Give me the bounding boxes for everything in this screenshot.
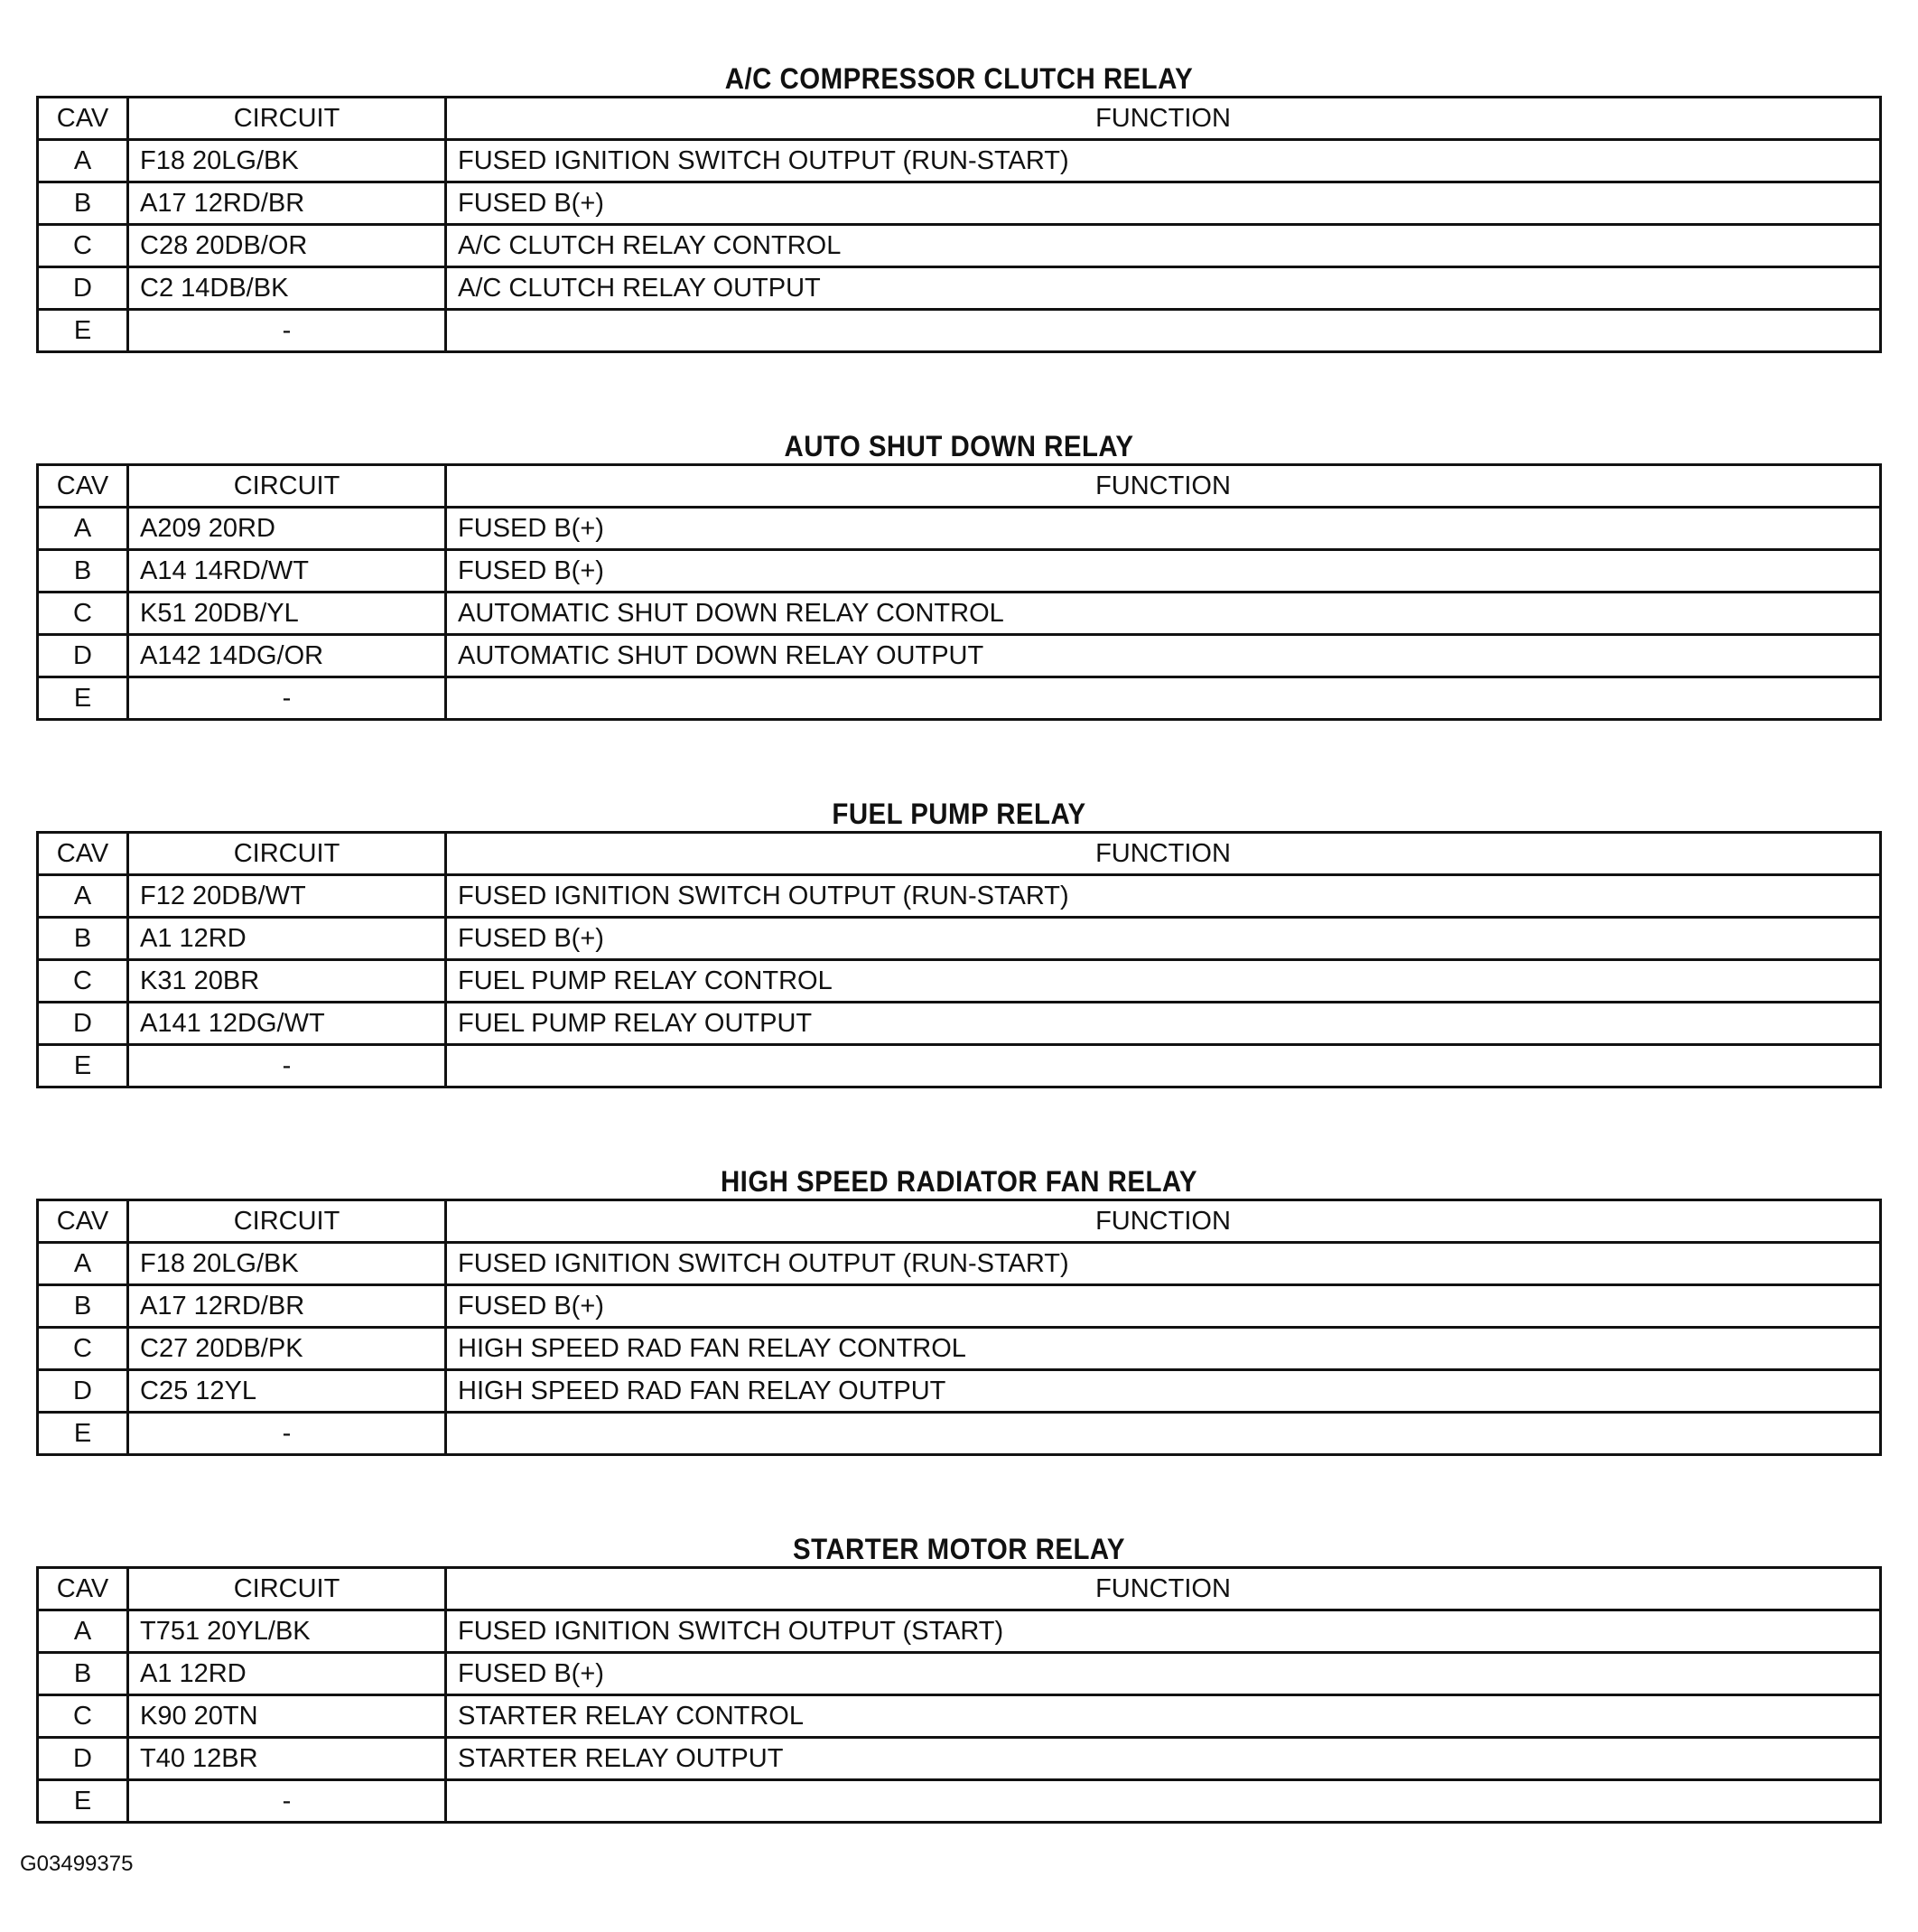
cav-cell: B: [38, 182, 128, 225]
function-column-header: FUNCTION: [446, 98, 1881, 140]
function-cell: FUSED IGNITION SWITCH OUTPUT (START): [446, 1610, 1881, 1653]
function-cell: FUSED IGNITION SWITCH OUTPUT (RUN-START): [446, 1243, 1881, 1285]
table-title: A/C COMPRESSOR CLUTCH RELAY: [724, 62, 1194, 95]
cav-cell: D: [38, 1738, 128, 1780]
function-cell: [446, 1413, 1881, 1455]
circuit-cell: T40 12BR: [128, 1738, 446, 1780]
circuit-cell: -: [128, 1780, 446, 1823]
circuit-cell: -: [128, 1045, 446, 1087]
table-row: [38, 508, 1881, 550]
circuit-cell: T751 20YL/BK: [128, 1610, 446, 1653]
table-row: [38, 875, 1881, 918]
table-row: [38, 267, 1881, 310]
circuit-cell: C28 20DB/OR: [128, 225, 446, 267]
pinout-table: [36, 1566, 1882, 1824]
cav-cell: E: [38, 1780, 128, 1823]
circuit-cell: A1 12RD: [128, 1653, 446, 1695]
cav-cell: A: [38, 140, 128, 182]
circuit-column-header: CIRCUIT: [128, 1200, 446, 1243]
table-title: STARTER MOTOR RELAY: [792, 1533, 1126, 1565]
function-column-header: FUNCTION: [446, 1568, 1881, 1610]
function-cell: [446, 1045, 1881, 1087]
function-cell: FUSED B(+): [446, 1653, 1881, 1695]
cav-cell: E: [38, 1045, 128, 1087]
table-header-row: [38, 1200, 1881, 1243]
table-header-row: [38, 465, 1881, 508]
circuit-cell: A14 14RD/WT: [128, 550, 446, 593]
table-row: [38, 550, 1881, 593]
function-cell: FUSED B(+): [446, 508, 1881, 550]
cav-cell: C: [38, 1695, 128, 1738]
table-row: [38, 1780, 1881, 1823]
table-title: HIGH SPEED RADIATOR FAN RELAY: [720, 1165, 1198, 1198]
pinout-table: [36, 1199, 1882, 1456]
table-row: [38, 960, 1881, 1003]
table-row: [38, 140, 1881, 182]
circuit-column-header: CIRCUIT: [128, 1568, 446, 1610]
function-column-header: FUNCTION: [446, 465, 1881, 508]
cav-cell: C: [38, 225, 128, 267]
circuit-cell: -: [128, 310, 446, 352]
cav-cell: D: [38, 1370, 128, 1413]
function-cell: AUTOMATIC SHUT DOWN RELAY CONTROL: [446, 593, 1881, 635]
circuit-column-header: CIRCUIT: [128, 465, 446, 508]
table-row: [38, 1610, 1881, 1653]
function-column-header: FUNCTION: [446, 1200, 1881, 1243]
table-row: [38, 1695, 1881, 1738]
cav-cell: A: [38, 875, 128, 918]
figure-id: G03499375: [20, 1852, 134, 1876]
cav-column-header: CAV: [38, 1200, 128, 1243]
function-cell: FUSED IGNITION SWITCH OUTPUT (RUN-START): [446, 875, 1881, 918]
relay-table-section: [36, 797, 1882, 1088]
circuit-cell: A209 20RD: [128, 508, 446, 550]
function-cell: FUSED IGNITION SWITCH OUTPUT (RUN-START): [446, 140, 1881, 182]
circuit-column-header: CIRCUIT: [128, 98, 446, 140]
function-column-header: FUNCTION: [446, 833, 1881, 875]
circuit-cell: F18 20LG/BK: [128, 1243, 446, 1285]
function-cell: HIGH SPEED RAD FAN RELAY OUTPUT: [446, 1370, 1881, 1413]
cav-column-header: CAV: [38, 1568, 128, 1610]
relay-table-section: [36, 61, 1882, 353]
relay-table-section: [36, 429, 1882, 721]
cav-cell: D: [38, 1003, 128, 1045]
function-cell: STARTER RELAY CONTROL: [446, 1695, 1881, 1738]
table-row: [38, 1738, 1881, 1780]
table-row: [38, 1243, 1881, 1285]
cav-column-header: CAV: [38, 465, 128, 508]
pinout-table: [36, 96, 1882, 353]
cav-cell: B: [38, 918, 128, 960]
cav-cell: B: [38, 1653, 128, 1695]
table-title: FUEL PUMP RELAY: [832, 798, 1086, 830]
function-cell: HIGH SPEED RAD FAN RELAY CONTROL: [446, 1328, 1881, 1370]
circuit-cell: K90 20TN: [128, 1695, 446, 1738]
cav-cell: D: [38, 267, 128, 310]
table-row: [38, 635, 1881, 677]
cav-cell: A: [38, 1610, 128, 1653]
cav-cell: E: [38, 1413, 128, 1455]
circuit-cell: A142 14DG/OR: [128, 635, 446, 677]
circuit-cell: -: [128, 1413, 446, 1455]
table-title: AUTO SHUT DOWN RELAY: [784, 430, 1134, 462]
pinout-table: [36, 831, 1882, 1088]
circuit-cell: -: [128, 677, 446, 720]
function-cell: FUSED B(+): [446, 550, 1881, 593]
table-row: [38, 1413, 1881, 1455]
table-row: [38, 1045, 1881, 1087]
function-cell: FUSED B(+): [446, 918, 1881, 960]
circuit-cell: A1 12RD: [128, 918, 446, 960]
cav-cell: B: [38, 1285, 128, 1328]
relay-table-section: [36, 1532, 1882, 1824]
function-cell: A/C CLUTCH RELAY CONTROL: [446, 225, 1881, 267]
circuit-cell: C27 20DB/PK: [128, 1328, 446, 1370]
cav-cell: C: [38, 960, 128, 1003]
cav-cell: A: [38, 508, 128, 550]
table-row: [38, 918, 1881, 960]
cav-cell: D: [38, 635, 128, 677]
function-cell: AUTOMATIC SHUT DOWN RELAY OUTPUT: [446, 635, 1881, 677]
table-header-row: [38, 833, 1881, 875]
circuit-cell: K31 20BR: [128, 960, 446, 1003]
function-cell: [446, 677, 1881, 720]
table-row: [38, 1003, 1881, 1045]
cav-cell: A: [38, 1243, 128, 1285]
cav-cell: B: [38, 550, 128, 593]
cav-column-header: CAV: [38, 98, 128, 140]
cav-cell: C: [38, 1328, 128, 1370]
circuit-cell: F12 20DB/WT: [128, 875, 446, 918]
circuit-cell: A17 12RD/BR: [128, 182, 446, 225]
table-row: [38, 1328, 1881, 1370]
function-cell: FUSED B(+): [446, 182, 1881, 225]
circuit-cell: C25 12YL: [128, 1370, 446, 1413]
function-cell: [446, 1780, 1881, 1823]
table-header-row: [38, 98, 1881, 140]
circuit-cell: K51 20DB/YL: [128, 593, 446, 635]
table-row: [38, 182, 1881, 225]
circuit-cell: C2 14DB/BK: [128, 267, 446, 310]
cav-cell: E: [38, 310, 128, 352]
function-cell: FUEL PUMP RELAY CONTROL: [446, 960, 1881, 1003]
table-row: [38, 1370, 1881, 1413]
table-row: [38, 225, 1881, 267]
circuit-cell: F18 20LG/BK: [128, 140, 446, 182]
cav-column-header: CAV: [38, 833, 128, 875]
table-header-row: [38, 1568, 1881, 1610]
circuit-cell: A141 12DG/WT: [128, 1003, 446, 1045]
table-row: [38, 1653, 1881, 1695]
table-row: [38, 593, 1881, 635]
function-cell: A/C CLUTCH RELAY OUTPUT: [446, 267, 1881, 310]
function-cell: [446, 310, 1881, 352]
function-cell: FUEL PUMP RELAY OUTPUT: [446, 1003, 1881, 1045]
function-cell: STARTER RELAY OUTPUT: [446, 1738, 1881, 1780]
cav-cell: C: [38, 593, 128, 635]
circuit-column-header: CIRCUIT: [128, 833, 446, 875]
relay-table-section: [36, 1164, 1882, 1456]
circuit-cell: A17 12RD/BR: [128, 1285, 446, 1328]
function-cell: FUSED B(+): [446, 1285, 1881, 1328]
table-row: [38, 310, 1881, 352]
table-row: [38, 1285, 1881, 1328]
table-row: [38, 677, 1881, 720]
cav-cell: E: [38, 677, 128, 720]
pinout-table: [36, 463, 1882, 721]
